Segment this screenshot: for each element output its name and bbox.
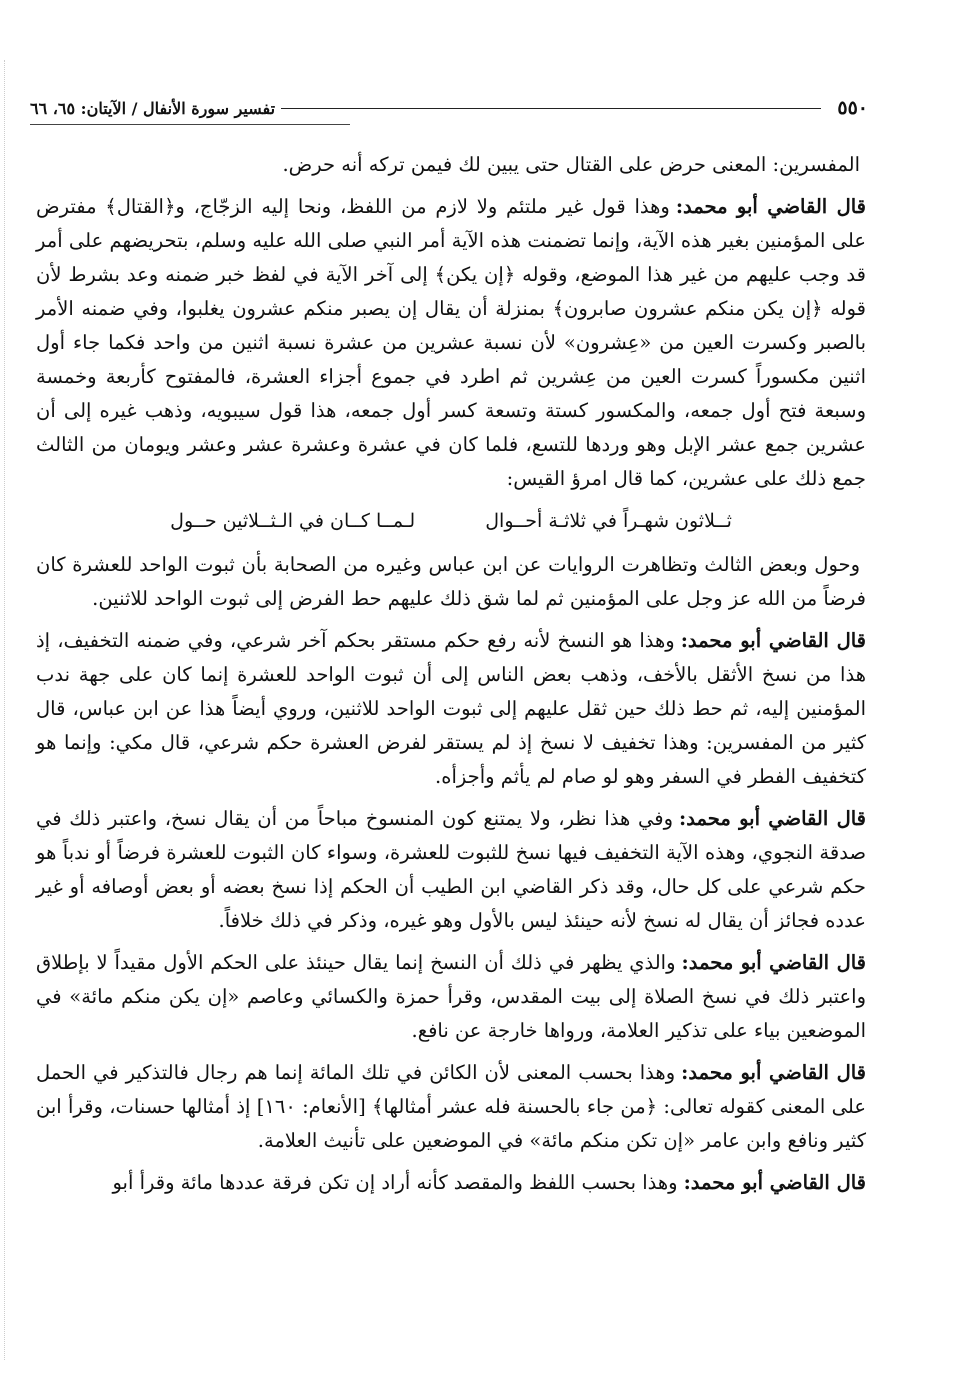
paragraph-text: وحول وبعض الثالث وتظاهرت الروايات عن ابن عباس وغيره من الصحابة بأن ثبوت الواحد للعشرة كان فرضاً من الله عز وجل على المؤمنين ثم لما شق ذلك عليهم حط الفرض إلى ثبوت الواحد للاثنين. [36, 553, 866, 610]
paragraph [36, 190, 866, 496]
speaker-label: قال القاضي أبو محمد: [680, 629, 866, 652]
page-number: ٥٥٠ [837, 97, 868, 119]
speaker-label: قال القاضي أبو محمد: [675, 195, 866, 218]
verse-second-hemistich: لـمــا كــان في الـثــلاثين حــول [170, 510, 416, 532]
speaker-label: قال القاضي أبو محمد: [679, 807, 866, 830]
speaker-label: قال القاضي أبو محمد: [683, 1171, 866, 1194]
running-title: تفسير سورة الأنفال / الآيتان: ٦٥، ٦٦ [30, 98, 276, 118]
header-rule [281, 108, 821, 109]
paragraph-text: والذي يظهر في ذلك أن النسخ إنما يقال حينئذ على الحكم الأول مقيداً لا بإطلاق واعتبر ذلك في نسخ الصلاة إلى بيت المقدس، وقرأ حمزة والكسائي وعاصم «إن يكن منكم مائة» في الموضعين بياء على تذكير العلامة، ورواها خارجة عن نافع. [36, 951, 866, 1042]
paragraph-text: وهذا هو النسخ لأنه رفع حكم مستقر بحكم آخر شرعي، وفي ضمنه التخفيف، إذ هذا من نسخ الأثقل بالأخف، وذهب بعض الناس إلى أن ثبوت الواحد للعشرة إنما كان على جهة ندب المؤمنين إليه، ثم حط ذلك حين ثقل عليهم إلى ثبوت الواحد للاثنين، وروي أيضاً هذا عن ابن عباس، قال كثير من المفسرين: وهذا تخفيف لا نسخ إذ لم يستقر لفرض العشرة حكم شرعي، قال مكي: وإنما هو كتخفيف الفطر في السفر وهو لو صام لم يأثم وأجزأه. [36, 629, 866, 788]
paragraph [36, 148, 866, 182]
paragraph [36, 624, 866, 794]
speaker-label: قال القاضي أبو محمد: [681, 1061, 867, 1084]
speaker-label: قال القاضي أبو محمد: [681, 951, 867, 974]
header-underline [30, 124, 350, 125]
paragraph-text: وهذا بحسب المعنى لأن الكائن في تلك المائة إنما هم رجال فالتذكير في الحمل على المعنى كقوله تعالى: ﴿من جاء بالحسنة فله عشر أمثالها﴾ [الأنعام: ١٦٠] إذ أمثالها حسنات، وقرأ ابن كثير ونافع وابن عامر «إن تكن منكم مائة» في الموضعين على تأنيث العلامة. [36, 1061, 867, 1152]
paragraph-text: وهذا بحسب اللفظ والمقصد كأنه أراد إن تكن فرقة عددها مائة وقرأ أبو [112, 1171, 678, 1194]
paragraph-text: المفسرين: المعنى حرض على القتال حتى يبين لك فيمن تركه أنه حرض. [282, 153, 860, 176]
poetry-verse [36, 504, 866, 538]
verse-first-hemistich: ثــلاثون شهـراً في ثلاثـة أحــوال [485, 510, 732, 532]
paragraph-text: وفي هذا نظر، ولا يمتنع كون المنسوخ مباحاً من أن يقال نسخ، واعتبر ذلك في صدقة النجوي، وهذه الآية التخفيف فيها نسخ للثبوت للعشرة، وسواء كان الثبوت للعشرة فرضاً أو ندباً هو حكم شرعي على كل حال، وقد ذكر القاضي ابن الطيب أن الحكم إذا نسخ بعضه أو بعض أوصافه أو غير عدده فجائز أن يقال له نسخ لأنه حينئذ ليس بالأول وهو غيره، وذكر في ذلك خلافاً. [36, 807, 866, 932]
paragraph [36, 1166, 866, 1200]
paragraph [36, 802, 866, 938]
paragraph [36, 548, 866, 616]
scan-edge-mark [4, 60, 6, 1360]
page-header [30, 92, 868, 124]
paragraph [36, 946, 866, 1048]
page-body [36, 148, 866, 1208]
paragraph [36, 1056, 866, 1158]
paragraph-text: وهذا قول غير ملتئم ولا لازم من اللفظ، ونحا إليه الزجّاج، و﴿القتال﴾ مفترض على المؤمنين بغير هذه الآية، وإنما تضمنت هذه الآية أمر النبي صلى الله عليه وسلم، بتحريضهم على أمر قد وجب عليهم من غير هذا الموضع، وقوله ﴿إن يكن﴾ إلى آخر الآية في لفظ خبر ضمنه وعد بشرط لأن قوله ﴿إن يكن منكم عشرون صابرون﴾ بمنزلة أن يقال إن يصبر منكم عشرون يغلبوا، وفي ضمنه الأمر بالصبر وكسرت العين من «عِشرون» لأن نسبة عشرين من عشرة نسبة اثنين من واحد فكما جاء أول اثنين مكسوراً كسرت العين من عِشرين ثم اطرد في جموع أجزاء العشرة، فالمفتوح كأربعة وخمسة وسبعة فتح أول جمعه، والمكسور كستة وتسعة كسر أول جمعه، هذا قول سيبويه، وذهب غيره إلى أن عشرين جمع عشر الإبل وهو وردها للتسع، فلما كان في عشرة وعشرة عشر وعشر ويومان من الثالث جمع ذلك على عشرين، كما قال امرؤ القيس: [36, 195, 866, 490]
